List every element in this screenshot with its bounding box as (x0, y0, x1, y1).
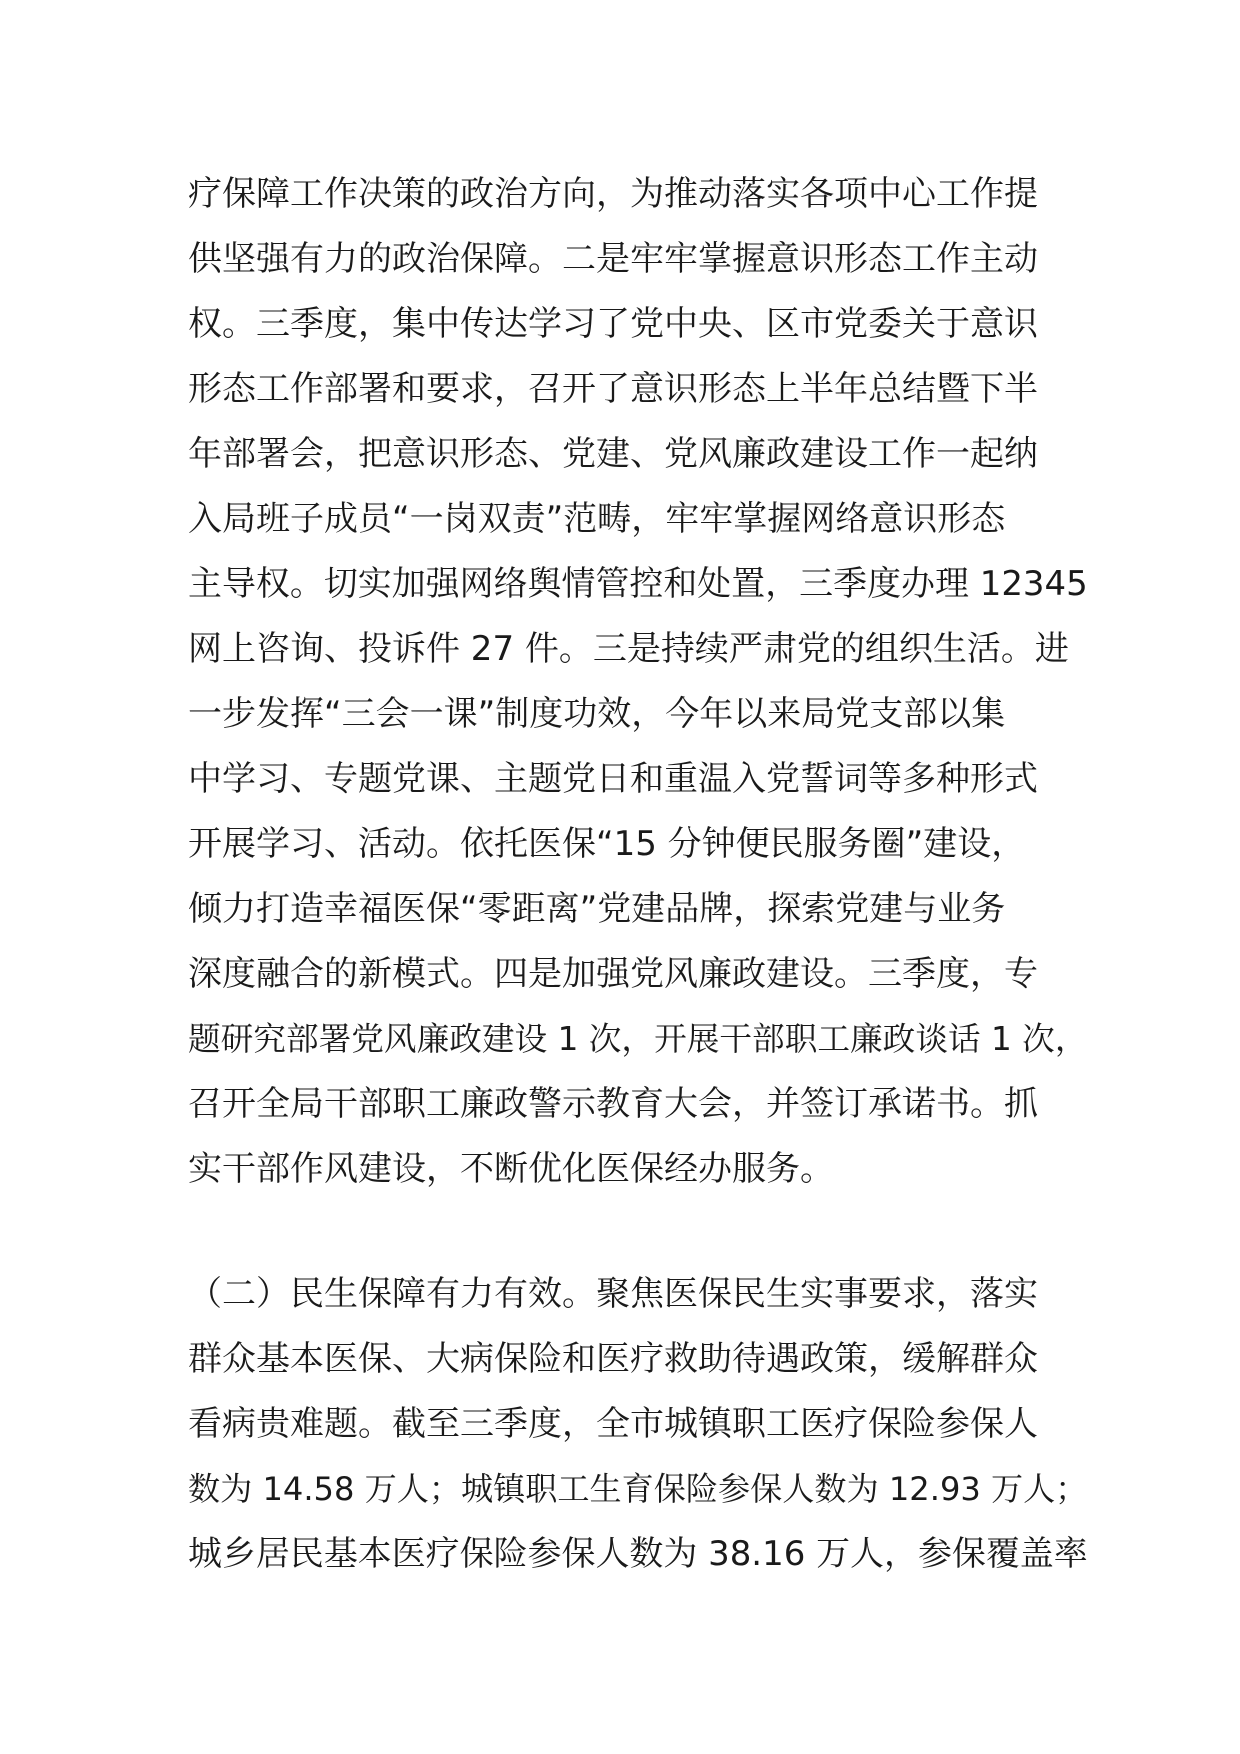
text-line: 城乡居民基本医疗保险参保人数为 38.16 万人，参保覆盖率 (188, 1534, 1088, 1574)
paragraph-livelihood-security (188, 1262, 1088, 1587)
text-line: 年部署会，把意识形态、党建、党风廉政建设工作一起纳 (188, 434, 1038, 474)
text-line: 中学习、专题党课、主题党日和重温入党誓词等多种形式 (188, 759, 1038, 799)
paragraph-party-building (188, 162, 1088, 1202)
text-line: 数为 14.58 万人；城镇职工生育保险参保人数为 12.93 万人； (188, 1470, 1088, 1508)
text-line: 开展学习、活动。依托医保“15 分钟便民服务圈”建设， (188, 824, 1026, 864)
text-line: 召开全局干部职工廉政警示教育大会，并签订承诺书。抓 (188, 1084, 1038, 1124)
text-line: 深度融合的新模式。四是加强党风廉政建设。三季度，专 (188, 954, 1038, 994)
text-line: 倾力打造幸福医保“零距离”党建品牌，探索党建与业务 (188, 889, 1006, 929)
text-line: 实干部作风建设，不断优化医保经办服务。 (188, 1149, 834, 1189)
text-line: 入局班子成员“一岗双责”范畴，牢牢掌握网络意识形态 (188, 499, 1006, 539)
text-line: 疗保障工作决策的政治方向，为推动落实各项中心工作提 (188, 174, 1038, 214)
text-line: 题研究部署党风廉政建设 1 次，开展干部职工廉政谈话 1 次， (188, 1020, 1088, 1058)
section-heading-line: （二）民生保障有力有效。聚焦医保民生实事要求，落实 (188, 1274, 1038, 1314)
text-line: 权。三季度，集中传达学习了党中央、区市党委关于意识 (188, 304, 1038, 344)
text-line: 群众基本医保、大病保险和医疗救助待遇政策，缓解群众 (188, 1339, 1038, 1379)
text-line: 看病贵难题。截至三季度，全市城镇职工医疗保险参保人 (188, 1404, 1038, 1444)
text-line: 供坚强有力的政治保障。二是牢牢掌握意识形态工作主动 (188, 239, 1038, 279)
text-line: 主导权。切实加强网络舆情管控和处置，三季度办理 12345 (188, 564, 1088, 604)
text-line: 形态工作部署和要求，召开了意识形态上半年总结暨下半 (188, 369, 1038, 409)
text-line: 一步发挥“三会一课”制度功效，今年以来局党支部以集 (188, 694, 1006, 734)
text-line: 网上咨询、投诉件 27 件。三是持续严肃党的组织生活。进 (188, 629, 1069, 669)
